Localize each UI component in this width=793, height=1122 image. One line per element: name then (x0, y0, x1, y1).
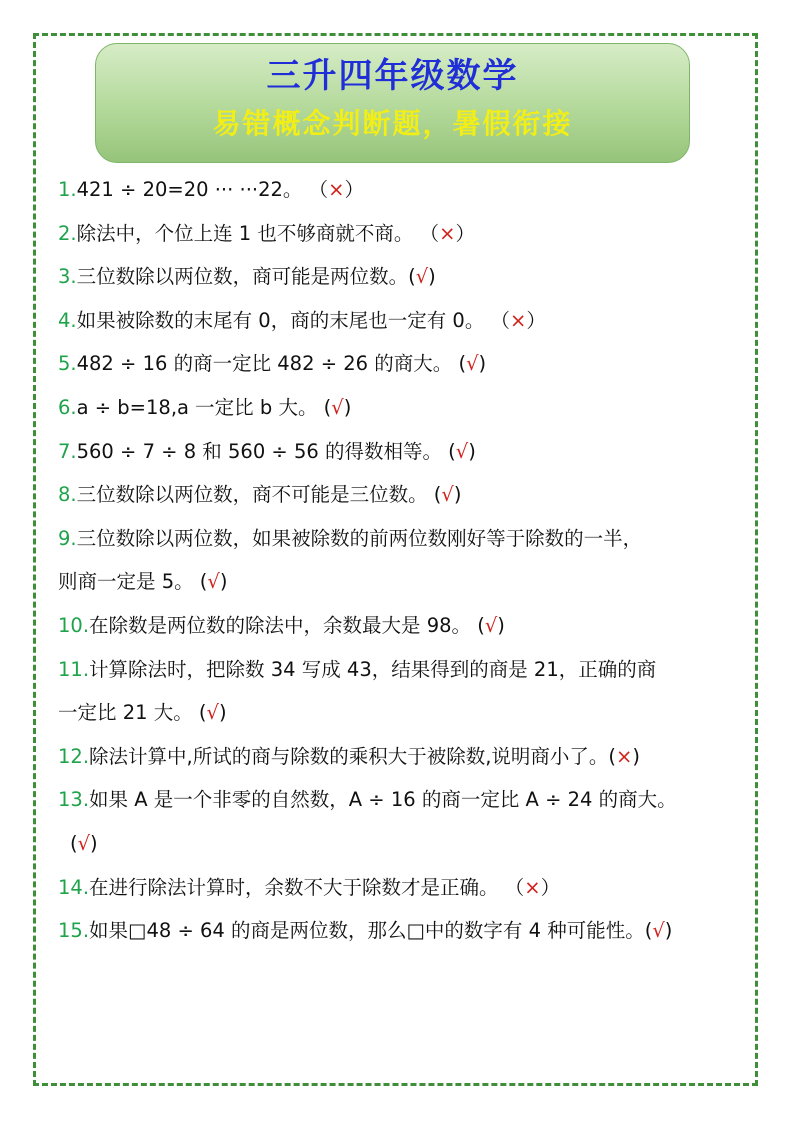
answer-cross-mark: × (328, 178, 345, 201)
question-item (58, 909, 748, 953)
question-item (58, 212, 748, 256)
question-text: 560 ÷ 7 ÷ 8 和 560 ÷ 56 的得数相等。 ( (76, 439, 456, 463)
question-text: 三位数除以两位数，如果被除数的前两位数刚好等于除数的一半， (76, 526, 643, 550)
question-text-continued: 一定比 21 大。 ( (58, 701, 207, 725)
question-number: 4. (58, 308, 77, 332)
question-number: 6. (58, 395, 77, 419)
answer-bracket-close: ) (664, 919, 673, 943)
question-number: 7. (58, 439, 77, 463)
question-item (58, 735, 748, 779)
answer-check-mark: √ (441, 483, 454, 507)
answer-bracket-close: ) (453, 483, 462, 507)
question-text: 三位数除以两位数，商不可能是三位数。 ( (76, 483, 442, 507)
question-number: 9. (58, 526, 77, 550)
question-number: 11. (58, 657, 90, 681)
question-item (58, 473, 748, 517)
question-number: 5. (58, 352, 77, 376)
question-text: 如果 A 是一个非零的自然数，A ÷ 16 的商一定比 A ÷ 24 的商大。 (89, 788, 677, 812)
question-number: 13. (58, 788, 90, 812)
question-number: 1. (58, 178, 77, 201)
answer-check-mark: √ (652, 919, 665, 943)
question-list (58, 168, 748, 953)
question-item (58, 255, 748, 299)
question-text: 三位数除以两位数，商可能是两位数。( (76, 265, 416, 289)
question-text: 在除数是两位数的除法中，余数最大是 98。 ( (89, 613, 485, 637)
answer-check-mark: √ (77, 831, 91, 855)
answer-cross-mark: × (524, 875, 541, 899)
question-item (58, 648, 748, 692)
question-item (58, 430, 748, 474)
question-item (58, 168, 748, 212)
answer-check-mark: √ (206, 701, 219, 725)
answer-bracket-close: ） (344, 178, 364, 201)
answer-bracket-close: ) (218, 701, 227, 725)
question-item (58, 778, 748, 822)
answer-bracket-close: ) (497, 613, 505, 637)
question-text: a ÷ b=18,a 一定比 b 大。 ( (76, 395, 332, 419)
question-number: 3. (58, 265, 77, 289)
answer-bracket-close: ) (632, 744, 640, 768)
question-number: 10. (58, 613, 90, 637)
page-title: 三升四年级数学 (266, 56, 519, 96)
question-item (58, 386, 748, 430)
answer-check-mark: √ (415, 265, 429, 289)
question-number: 15. (58, 919, 90, 943)
answer-check-mark: √ (466, 352, 479, 376)
question-text: 482 ÷ 16 的商一定比 482 ÷ 26 的商大。 ( (76, 352, 467, 376)
answer-bracket-close: ) (90, 831, 98, 855)
answer-cross-mark: × (439, 221, 456, 245)
answer-check-mark: √ (484, 613, 498, 637)
question-number: 2. (58, 221, 77, 245)
answer-cross-mark: × (616, 744, 633, 768)
question-item (58, 342, 748, 386)
question-text: 在进行除法计算时，余数不大于除数才是正确。 （ (89, 875, 525, 899)
page-subtitle: 易错概念判断题，暑假衔接 (212, 107, 573, 140)
answer-check-mark: √ (455, 439, 469, 463)
answer-check-mark: √ (331, 395, 344, 419)
answer-check-mark: √ (207, 570, 220, 594)
question-number: 14. (58, 875, 90, 899)
question-text: 如果被除数的末尾有 0，商的末尾也一定有 0。 （ (76, 308, 511, 332)
answer-bracket-close: ） (540, 875, 561, 899)
question-text: 除法计算中,所试的商与除数的乘积大于被除数,说明商小了。( (89, 744, 617, 768)
answer-bracket-close: ) (428, 265, 436, 289)
answer-bracket-close: ） (526, 308, 546, 332)
answer-bracket-close: ) (343, 395, 352, 419)
question-number: 12. (58, 744, 90, 768)
question-text-continued: ( (70, 831, 78, 855)
question-continuation (58, 691, 748, 735)
question-text: 421 ÷ 20=20 ··· ···22。 （ (76, 178, 329, 201)
question-text: 如果□48 ÷ 64 的商是两位数，那么□中的数字有 4 种可能性。( (89, 919, 653, 943)
question-item (58, 604, 748, 648)
question-text-continued: 则商一定是 5。 ( (58, 570, 208, 594)
question-item (58, 517, 748, 561)
answer-bracket-close: ) (478, 352, 487, 376)
title-banner (95, 43, 690, 163)
answer-bracket-close: ) (468, 439, 476, 463)
question-text: 除法中，个位上连 1 也不够商就不商。 （ (76, 221, 440, 245)
question-continuation (58, 822, 748, 866)
answer-cross-mark: × (510, 308, 527, 332)
answer-bracket-close: ） (455, 221, 475, 245)
question-continuation (58, 560, 748, 604)
question-number: 8. (58, 483, 77, 507)
question-item (58, 866, 748, 910)
question-item (58, 299, 748, 343)
answer-bracket-close: ) (219, 570, 228, 594)
question-text: 计算除法时，把除数 34 写成 43，结果得到的商是 21，正确的商 (89, 657, 657, 681)
